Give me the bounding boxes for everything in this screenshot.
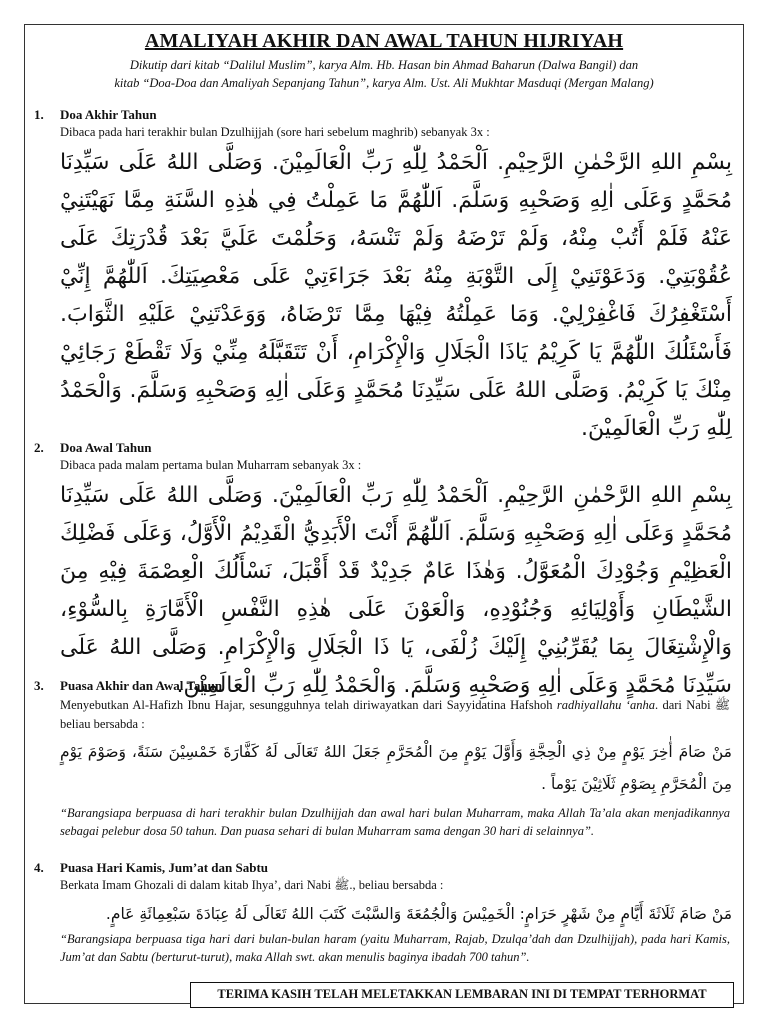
section-3-intro-line-1: Menyebutkan Al-Hafizh Ibnu Hajar, sesungguhnya telah diriwayatkan dari Sayyidatina Hafshoh xyxy=(60,698,553,712)
section-3-arabic-hadith: مَنْ صَامَ أٰخِرَ يَوْمٍ مِنْ ذِي الْحِجَّةِ وَأَوَّلَ يَوْمٍ مِنَ الْمُحَرَّمِ جَعَلَ اللهُ تَعَالَى لَهُ كَفَّارَةَ خَمْسِيْنَ سَنَةً، وَصَوْمَ يَوْمٍ مِنَ الْمُحَرَّمِ بِصَوْمِ ثَلَاثِيْنَ يَوْماً . xyxy=(60,743,732,793)
page-title: AMALIYAH AKHIR DAN AWAL TAHUN HIJRIYAH xyxy=(144,30,624,52)
section-3-heading: Puasa Akhir dan Awal Tahun xyxy=(60,678,223,693)
section-4-intro: Berkata Imam Ghozali di dalam kitab Ihya’, dari Nabi ﷺ., beliau bersabda : xyxy=(60,878,444,892)
section-1-instruction: Dibaca pada hari terakhir bulan Dzulhijjah (sore hari sebelum maghrib) sebanyak 3x : xyxy=(60,125,490,139)
section-3-translation: “Barangsiapa berpuasa di hari terakhir bulan Dzulhijjah dan awal hari bulan Muharram, maka Allah Ta’ala akan menjadikannya sebagai pelebur dosa 50 tahun. Dan puasa sehari di bulan Muharram sama dengan 30 hari di selainnya”. xyxy=(60,806,730,838)
section-1-heading: Doa Akhir Tahun xyxy=(60,107,157,122)
section-3-number: 3. xyxy=(34,678,44,693)
source-line-1: Dikutip dari kitab “Dalilul Muslim”, karya Alm. Hb. Hasan bin Ahmad Baharun (Dalwa Bangil) dan xyxy=(129,58,639,72)
footer-notice: TERIMA KASIH TELAH MELETAKKAN LEMBARAN INI DI TEMPAT TERHORMAT xyxy=(190,982,734,1008)
section-1-number: 1. xyxy=(34,107,44,122)
section-1-arabic-prayer: بِسْمِ اللهِ الرَّحْمٰنِ الرَّحِيْمِ. اَلْحَمْدُ لِلّٰهِ رَبِّ الْعَالَمِيْنَ. وَصَلَّى اللهُ عَلَى سَيِّدِنَا مُحَمَّدٍ وَعَلَى اٰلِهِ وَصَحْبِهِ وَسَلَّمَ. اَللّٰهُمَّ مَا عَمِلْتُ فِي هٰذِهِ السَّنَةِ مِمَّا نَهَيْتَنِيْ عَنْهُ فَلَمْ أَتُبْ مِنْهُ، وَلَمْ تَرْضَهُ وَلَمْ تَنْسَهُ، وَحَلُمْتَ عَلَيَّ بَعْدَ قُدْرَتِكَ عَلَى عُقُوْبَتِيْ. وَدَعَوْتَنِيْ إِلَى التَّوْبَةِ مِنْهُ بَعْدَ جَرَاءَتِيْ عَلَى مَعْصِيَتِكَ. اَللّٰهُمَّ إِنِّيْ أَسْتَغْفِرُكَ فَاغْفِرْلِيْ. وَمَا عَمِلْتُهُ فِيْهَا مِمَّا تَرْضَاهُ، وَوَعَدْتَنِيْ عَلَيْهِ الثَّوَابَ. فَأَسْئَلُكَ اللّٰهُمَّ يَا كَرِيْمُ يَاذَا الْجَلَالِ وَالْإِكْرَامِ، أَنْ تَتَقَبَّلَهُ مِنِّيْ وَلَا تَقْطَعْ رَجَائِيْ مِنْكَ يَا كَرِيْمُ. وَصَلَّى اللهُ عَلَى سَيِّدِنَا مُحَمَّدٍ وَعَلَى اٰلِهِ وَصَحْبِهِ وَسَلَّمَ. وَالْحَمْدُ لِلّٰهِ رَبِّ الْعَالَمِيْنَ. xyxy=(60,150,732,441)
section-2-heading: Doa Awal Tahun xyxy=(60,440,152,455)
section-2-instruction: Dibaca pada malam pertama bulan Muharram sebanyak 3x : xyxy=(60,458,362,472)
section-2-number: 2. xyxy=(34,440,44,455)
section-3-intro-italic: radhiyallahu ‘anha xyxy=(556,698,655,712)
section-4-heading: Puasa Hari Kamis, Jum’at dan Sabtu xyxy=(60,860,269,875)
source-line-2: kitab “Doa-Doa dan Amaliyah Sepanjang Tahun”, karya Alm. Ust. Ali Mukhtar Masduqi (Mergan Malang) xyxy=(114,76,654,90)
section-4-translation: “Barangsiapa berpuasa tiga hari dari bulan-bulan haram (yaitu Muharram, Rajab, Dzulqa’dah dan Dzulhijjah), pada hari Kamis, Jum’at dan Sabtu (berturut-turut), maka Allah swt. akan menulis baginya ibadah 700 tahun”. xyxy=(60,932,730,964)
section-3-intro-line-2: . dari Nabi ﷺ beliau bersabda : xyxy=(60,698,731,731)
section-3-intro xyxy=(60,696,730,734)
section-4-number: 4. xyxy=(34,860,44,875)
section-2-arabic-prayer: بِسْمِ اللهِ الرَّحْمٰنِ الرَّحِيْمِ. اَلْحَمْدُ لِلّٰهِ رَبِّ الْعَالَمِيْنَ. وَصَلَّى اللهُ عَلَى سَيِّدِنَا مُحَمَّدٍ وَعَلَى اٰلِهِ وَصَحْبِهِ وَسَلَّمَ. اَللّٰهُمَّ أَنْتَ الْأَبَدِيُّ الْقَدِيْمُ الْأَوَّلُ، وَعَلَى فَضْلِكَ الْعَظِيْمِ وَجُوْدِكَ الْمُعَوَّلُ. وَهٰذَا عَامٌ جَدِيْدٌ قَدْ أَقْبَلَ، نَسْأَلُكَ الْعِصْمَةَ فِيْهِ مِنَ الشَّيْطَانِ وَأَوْلِيَائِهِ وَجُنُوْدِهِ، وَالْعَوْنَ عَلَى هٰذِهِ النَّفْسِ الْأَمَّارَةِ بِالسُّوْءِ، وَالْإِشْتِغَالَ بِمَا يُقَرِّبُنِيْ إِلَيْكَ زُلْفَى، يَا ذَا الْجَلَالِ وَالْإِكْرَامِ. وَصَلَّى اللهُ عَلَى سَيِّدِنَا مُحَمَّدٍ وَعَلَى اٰلِهِ وَصَحْبِهِ وَسَلَّمَ. وَالْحَمْدُ لِلّٰهِ رَبِّ الْعَالَمِيْنَ. xyxy=(60,483,732,698)
section-4-arabic-hadith: مَنْ صَامَ ثَلَاثَةَ أَيَّامٍ مِنْ شَهْرٍ حَرَامٍ: الْخَمِيْسَ وَالْجُمُعَةَ وَالسَّبْتَ كَتَبَ اللهُ تَعَالَى لَهُ عِبَادَةَ سَبْعِمِائَةِ عَامٍ. xyxy=(105,905,732,923)
